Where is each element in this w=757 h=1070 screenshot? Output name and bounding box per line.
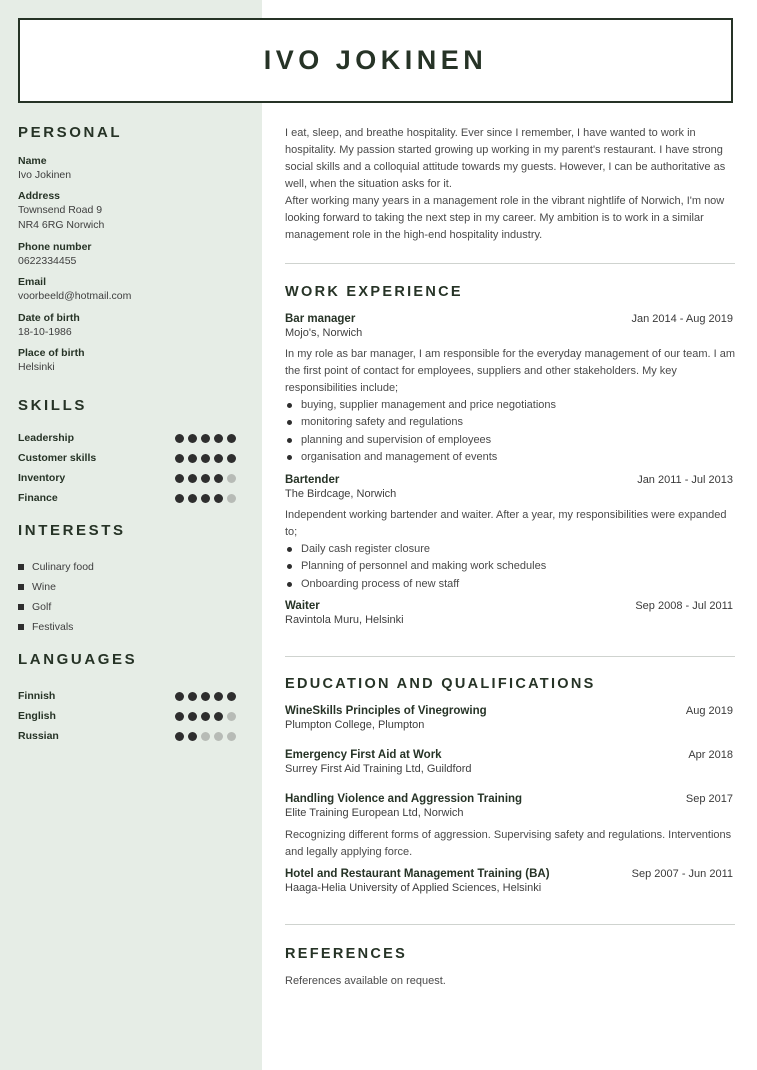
- education-course: Handling Violence and Aggression Training: [285, 793, 523, 805]
- education-school: Elite Training European Ltd, Norwich: [285, 807, 464, 819]
- job-title: Waiter: [285, 600, 320, 613]
- skill-label: Inventory: [18, 472, 66, 484]
- rating-dot-filled: [188, 732, 197, 741]
- job-entry: [285, 600, 735, 628]
- bullet-item: buying, supplier management and price negotiations: [285, 397, 735, 414]
- rating-dot-filled: [175, 454, 184, 463]
- job-date: Jan 2014 - Aug 2019: [631, 313, 733, 325]
- square-bullet-icon: [18, 624, 24, 630]
- rating-dot-empty: [227, 732, 236, 741]
- job-title: Bartender: [285, 474, 340, 487]
- education-course: Emergency First Aid at Work: [285, 749, 442, 761]
- skills-list: [18, 428, 236, 508]
- rating-dot-filled: [201, 494, 210, 503]
- skill-rating: [175, 434, 236, 443]
- interests-list: [18, 557, 236, 637]
- field-dob: [18, 311, 236, 340]
- entry-header: [285, 474, 735, 486]
- rating-dot-filled: [201, 692, 210, 701]
- interests-title: INTERESTS: [18, 522, 126, 539]
- bullet-item: Onboarding process of new staff: [285, 576, 735, 593]
- education-date: Sep 2017: [685, 793, 733, 805]
- rating-dot-filled: [188, 712, 197, 721]
- interests-section: [18, 522, 236, 637]
- rating-dot-filled: [201, 454, 210, 463]
- interest-item: [18, 577, 236, 597]
- skill-row: [18, 468, 236, 488]
- square-bullet-icon: [18, 604, 24, 610]
- interest-label: Festivals: [32, 621, 74, 633]
- education-school: Haaga-Helia University of Applied Sciences, Helsinki: [285, 882, 542, 894]
- field-label: Phone number: [18, 241, 92, 253]
- entry-header: [285, 705, 735, 717]
- work-section: [285, 284, 735, 628]
- education-description: Recognizing different forms of aggression. Supervising safety and regulations. Interventions and legally applying force.: [285, 829, 732, 858]
- rating-dot-filled: [188, 474, 197, 483]
- language-rating: [175, 692, 236, 701]
- field-value: Townsend Road 9: [18, 204, 103, 216]
- entry-header: [285, 313, 735, 325]
- rating-dot-filled: [214, 454, 223, 463]
- bullet-item: Planning of personnel and making work schedules: [285, 558, 735, 575]
- entry-header: [285, 600, 735, 612]
- entry-header: [285, 868, 735, 880]
- education-entry: [285, 868, 735, 896]
- education-entry: [285, 793, 735, 861]
- skill-label: Customer skills: [18, 452, 97, 464]
- language-label: Russian: [18, 730, 59, 742]
- name-header: [18, 18, 733, 103]
- skill-row: [18, 488, 236, 508]
- field-value: voorbeeld@hotmail.com: [18, 290, 132, 302]
- rating-dot-filled: [214, 692, 223, 701]
- rating-dot-filled: [188, 454, 197, 463]
- languages-title: LANGUAGES: [18, 651, 138, 668]
- education-school: Plumpton College, Plumpton: [285, 719, 425, 731]
- personal-section: [18, 124, 236, 141]
- field-label: Address: [18, 190, 61, 202]
- field-value: 0622334455: [18, 255, 77, 267]
- profile-section: [285, 125, 735, 244]
- rating-dot-empty: [227, 494, 236, 503]
- language-label: English: [18, 710, 56, 722]
- interest-item: [18, 557, 236, 577]
- job-entry: [285, 474, 735, 593]
- field-email: [18, 275, 236, 304]
- bullet-item: Daily cash register closure: [285, 541, 735, 558]
- language-row: [18, 686, 236, 706]
- rating-dot-filled: [175, 732, 184, 741]
- job-company: The Birdcage, Norwich: [285, 488, 397, 501]
- references-title: REFERENCES: [285, 946, 408, 962]
- job-bullets: [285, 541, 735, 593]
- education-date: Aug 2019: [685, 705, 733, 717]
- rating-dot-filled: [188, 494, 197, 503]
- rating-dot-empty: [201, 732, 210, 741]
- field-name: [18, 154, 236, 183]
- education-school: Surrey First Aid Training Ltd, Guildford: [285, 763, 472, 775]
- divider: [285, 924, 735, 925]
- job-company: Mojo's, Norwich: [285, 327, 363, 339]
- bullet-item: monitoring safety and regulations: [285, 414, 735, 431]
- entry-header: [285, 749, 735, 761]
- job-date: Jan 2011 - Jul 2013: [637, 474, 733, 487]
- education-date: Apr 2018: [688, 749, 733, 761]
- rating-dot-filled: [227, 454, 236, 463]
- rating-dot-filled: [175, 712, 184, 721]
- rating-dot-filled: [175, 434, 184, 443]
- skill-label: Finance: [18, 492, 58, 504]
- rating-dot-filled: [175, 494, 184, 503]
- divider: [285, 263, 735, 264]
- language-rating: [175, 712, 236, 721]
- job-description: Independent working bartender and waiter. After a year, my responsibilities were expanded to;: [285, 509, 727, 539]
- education-course: WineSkills Principles of Vinegrowing: [285, 705, 487, 717]
- field-label: Place of birth: [18, 347, 85, 359]
- rating-dot-filled: [201, 474, 210, 483]
- job-bullets: [285, 397, 735, 466]
- education-course: Hotel and Restaurant Management Training (BA): [285, 868, 550, 880]
- education-entry: [285, 749, 735, 777]
- entry-header: [285, 793, 735, 805]
- field-pob: [18, 346, 236, 375]
- work-title: WORK EXPERIENCE: [285, 284, 463, 300]
- square-bullet-icon: [18, 584, 24, 590]
- references-section: [285, 946, 735, 990]
- language-rating: [175, 732, 236, 741]
- rating-dot-filled: [175, 474, 184, 483]
- field-label: Date of birth: [18, 312, 80, 324]
- rating-dot-filled: [201, 712, 210, 721]
- skill-row: [18, 428, 236, 448]
- field-value: Helsinki: [18, 361, 55, 373]
- skills-title: SKILLS: [18, 397, 87, 414]
- bullet-item: organisation and management of events: [285, 449, 735, 466]
- field-value: 18-10-1986: [18, 326, 72, 338]
- profile-paragraph: I eat, sleep, and breathe hospitality. Ever since I remember, I have wanted to work in hospitality. My passion started growing up working in my parent's restaurant. I have strong social skills and a colloquial attitude towards my guests. However, I can be authoritative as well, when the situation asks for it.: [285, 127, 726, 190]
- rating-dot-filled: [214, 494, 223, 503]
- field-value: Ivo Jokinen: [18, 169, 72, 181]
- rating-dot-empty: [227, 712, 236, 721]
- rating-dot-empty: [214, 732, 223, 741]
- profile-paragraph: After working many years in a management role in the vibrant nightlife of Norwich, I'm now looking forward to taking the next step in my career. My ambition is to work in a similar management role in the high-end hospitality industry.: [285, 195, 725, 241]
- interest-label: Wine: [32, 581, 56, 593]
- languages-list: [18, 686, 236, 746]
- rating-dot-filled: [214, 434, 223, 443]
- interest-item: [18, 617, 236, 637]
- rating-dot-filled: [227, 692, 236, 701]
- language-row: [18, 726, 236, 746]
- interest-item: [18, 597, 236, 617]
- education-section: [285, 676, 735, 896]
- job-date: Sep 2008 - Jul 2011: [635, 600, 733, 613]
- job-entry: [285, 313, 735, 466]
- education-title: EDUCATION AND QUALIFICATIONS: [285, 676, 596, 692]
- languages-section: [18, 651, 236, 746]
- skill-label: Leadership: [18, 432, 75, 444]
- field-address: [18, 189, 236, 233]
- skill-rating: [175, 454, 236, 463]
- field-value: NR4 6RG Norwich: [18, 219, 105, 231]
- rating-dot-filled: [227, 434, 236, 443]
- rating-dot-filled: [201, 434, 210, 443]
- field-phone: [18, 240, 236, 269]
- skill-rating: [175, 474, 236, 483]
- rating-dot-filled: [188, 434, 197, 443]
- skill-row: [18, 448, 236, 468]
- field-label: Name: [18, 155, 47, 167]
- interest-label: Golf: [32, 601, 52, 613]
- rating-dot-filled: [175, 692, 184, 701]
- square-bullet-icon: [18, 564, 24, 570]
- skill-rating: [175, 494, 236, 503]
- rating-dot-empty: [227, 474, 236, 483]
- rating-dot-filled: [188, 692, 197, 701]
- personal-fields: [18, 154, 236, 183]
- personal-title: PERSONAL: [18, 124, 123, 141]
- education-entry: [285, 705, 735, 733]
- references-text: References available on request.: [285, 975, 446, 987]
- candidate-name: IVO JOKINEN: [263, 45, 488, 75]
- rating-dot-filled: [214, 712, 223, 721]
- job-description: In my role as bar manager, I am responsible for the everyday management of our team. I am the first point of contact for employees, suppliers and other stakeholders. My key responsibilities include;: [285, 348, 735, 394]
- interest-label: Culinary food: [32, 561, 94, 573]
- field-label: Email: [18, 276, 47, 288]
- job-company: Ravintola Muru, Helsinki: [285, 614, 404, 627]
- language-label: Finnish: [18, 690, 56, 702]
- job-title: Bar manager: [285, 313, 356, 325]
- education-date: Sep 2007 - Jun 2011: [631, 868, 733, 880]
- skills-section: [18, 397, 236, 508]
- language-row: [18, 706, 236, 726]
- bullet-item: planning and supervision of employees: [285, 432, 735, 449]
- rating-dot-filled: [214, 474, 223, 483]
- divider: [285, 656, 735, 657]
